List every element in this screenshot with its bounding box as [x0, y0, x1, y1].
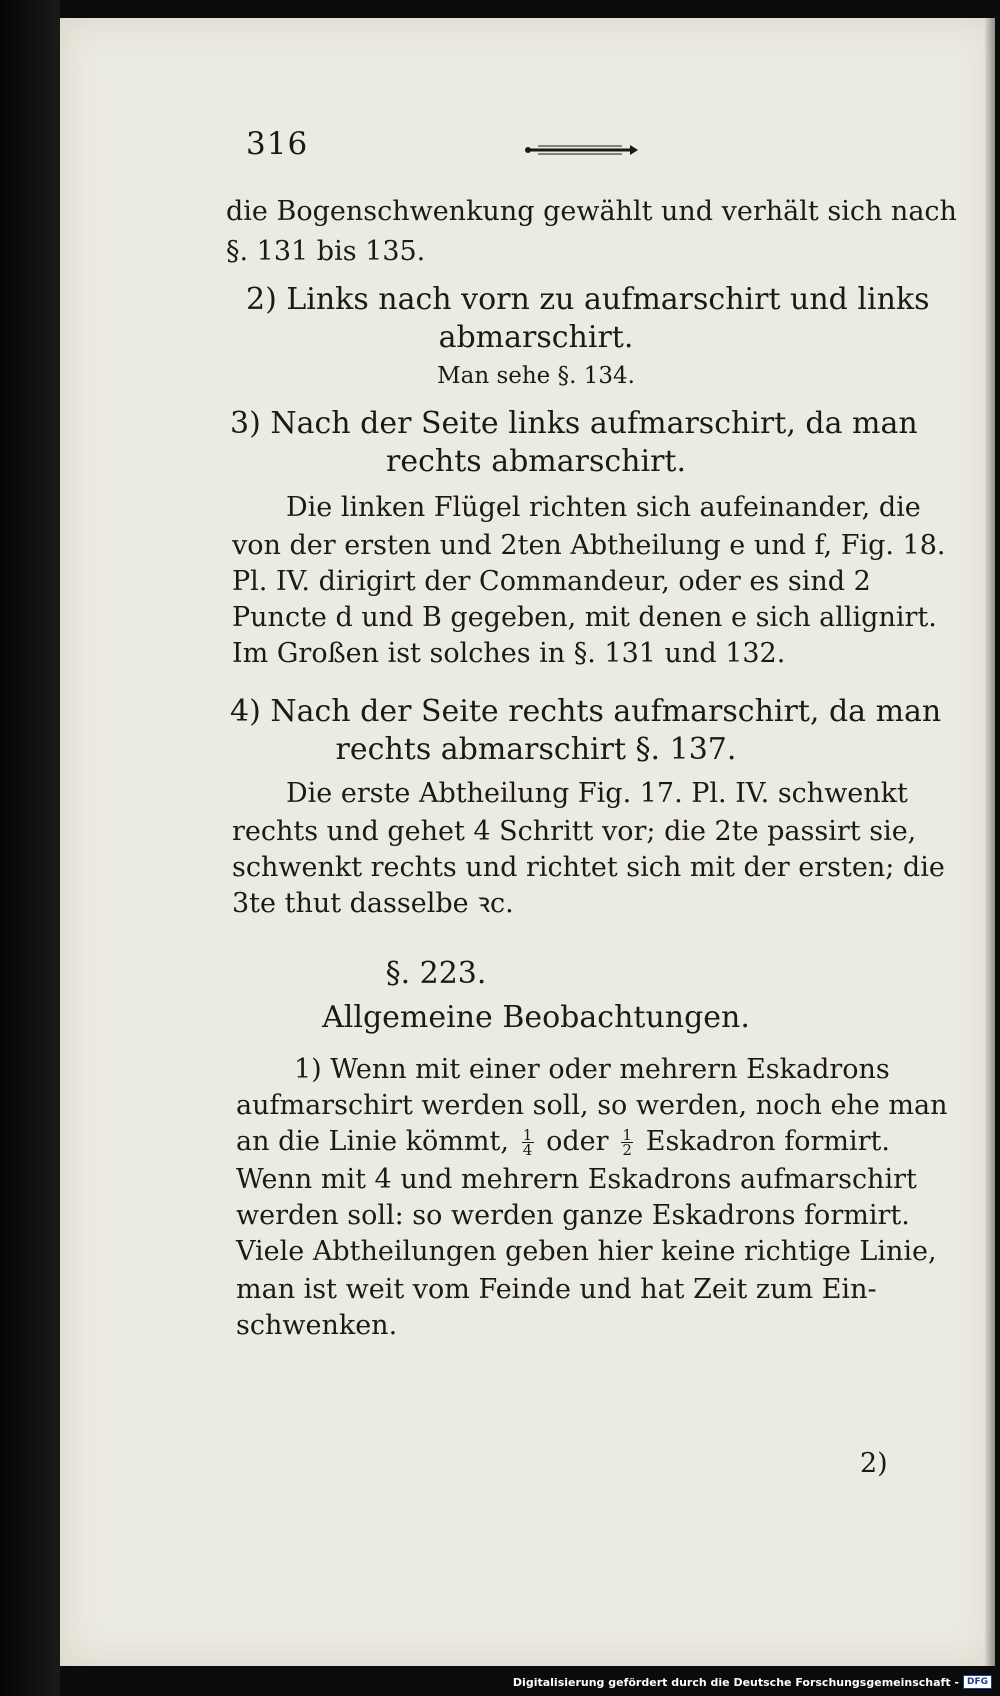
text-line: Im Großen ist solches in §. 131 und 132. — [232, 638, 786, 669]
text-line: von der ersten und 2ten Abtheilung e und f, Fig. 18. — [232, 530, 946, 561]
text-line: schwenkt rechts und richtet sich mit der ersten; die — [232, 852, 945, 883]
text-line: schwenken. — [236, 1310, 398, 1341]
text-line: Pl. IV. dirigirt der Commandeur, oder es sind 2 — [232, 566, 871, 597]
text-line: werden soll: so werden ganze Eskadrons formirt. — [236, 1200, 910, 1231]
section-title: Allgemeine Beobachtungen. — [322, 1000, 750, 1035]
fraction-denominator: 2 — [622, 1141, 632, 1159]
item-heading: 3) Nach der Seite links aufmarschirt, da man — [230, 406, 918, 441]
text-segment: an die Linie kömmt, — [236, 1126, 509, 1157]
page-number: 316 — [246, 126, 309, 162]
credit-text: Digitalisierung gefördert durch die Deutsche Forschungsgemeinschaft - — [512, 1675, 959, 1689]
fraction-quarter — [522, 1128, 534, 1157]
catchword: 2) — [860, 1448, 888, 1479]
text-line: Viele Abtheilungen geben hier keine richtige Linie, — [236, 1236, 937, 1267]
dfg-logo: DFG — [963, 1675, 992, 1689]
text-line: man ist weit vom Feinde und hat Zeit zum Ein- — [236, 1274, 877, 1305]
text-segment: oder — [546, 1126, 609, 1157]
text-line: Die linken Flügel richten sich aufeinander, die — [286, 492, 921, 523]
item-heading: 4) Nach der Seite rechts aufmarschirt, da man — [230, 694, 942, 729]
text-line: Puncte d und B gegeben, mit denen e sich allignirt. — [232, 602, 937, 633]
text-line: Wenn mit 4 und mehrern Eskadrons aufmarschirt — [236, 1164, 917, 1195]
text-line: aufmarschirt werden soll, so werden, noch ehe man — [236, 1090, 948, 1121]
item-heading: rechts abmarschirt §. 137. — [335, 732, 737, 767]
fraction-numerator: 1 — [522, 1126, 533, 1144]
text-line — [236, 1126, 890, 1158]
text-line: 3te thut dasselbe ꝛc. — [232, 888, 514, 919]
item-heading: 2) Links nach vorn zu aufmarschirt und links — [246, 282, 930, 317]
text-line: Die erste Abtheilung Fig. 17. Pl. IV. schwenkt — [286, 778, 908, 809]
item-heading: rechts abmarschirt. — [385, 444, 686, 479]
book-page — [60, 18, 995, 1666]
fraction-denominator: 4 — [522, 1141, 533, 1159]
fraction-half — [621, 1128, 633, 1157]
header-ornament — [520, 142, 640, 158]
fraction-numerator: 1 — [622, 1126, 632, 1144]
scan-background-left — [0, 0, 60, 1696]
text-line: §. 131 bis 135. — [226, 236, 426, 267]
text-line: rechts und gehet 4 Schritt vor; die 2te passirt sie, — [232, 816, 917, 847]
text-line: 1) Wenn mit einer oder mehrern Eskadrons — [294, 1054, 890, 1085]
text-segment: Eskadron formirt. — [645, 1126, 890, 1157]
text-line: die Bogenschwenkung gewählt und verhält sich nach — [226, 196, 957, 227]
section-number: §. 223. — [385, 956, 487, 991]
page-edge — [985, 18, 995, 1666]
cross-reference: Man sehe §. 134. — [437, 363, 635, 389]
item-heading: abmarschirt. — [438, 320, 634, 355]
digitization-credit — [513, 1675, 992, 1689]
